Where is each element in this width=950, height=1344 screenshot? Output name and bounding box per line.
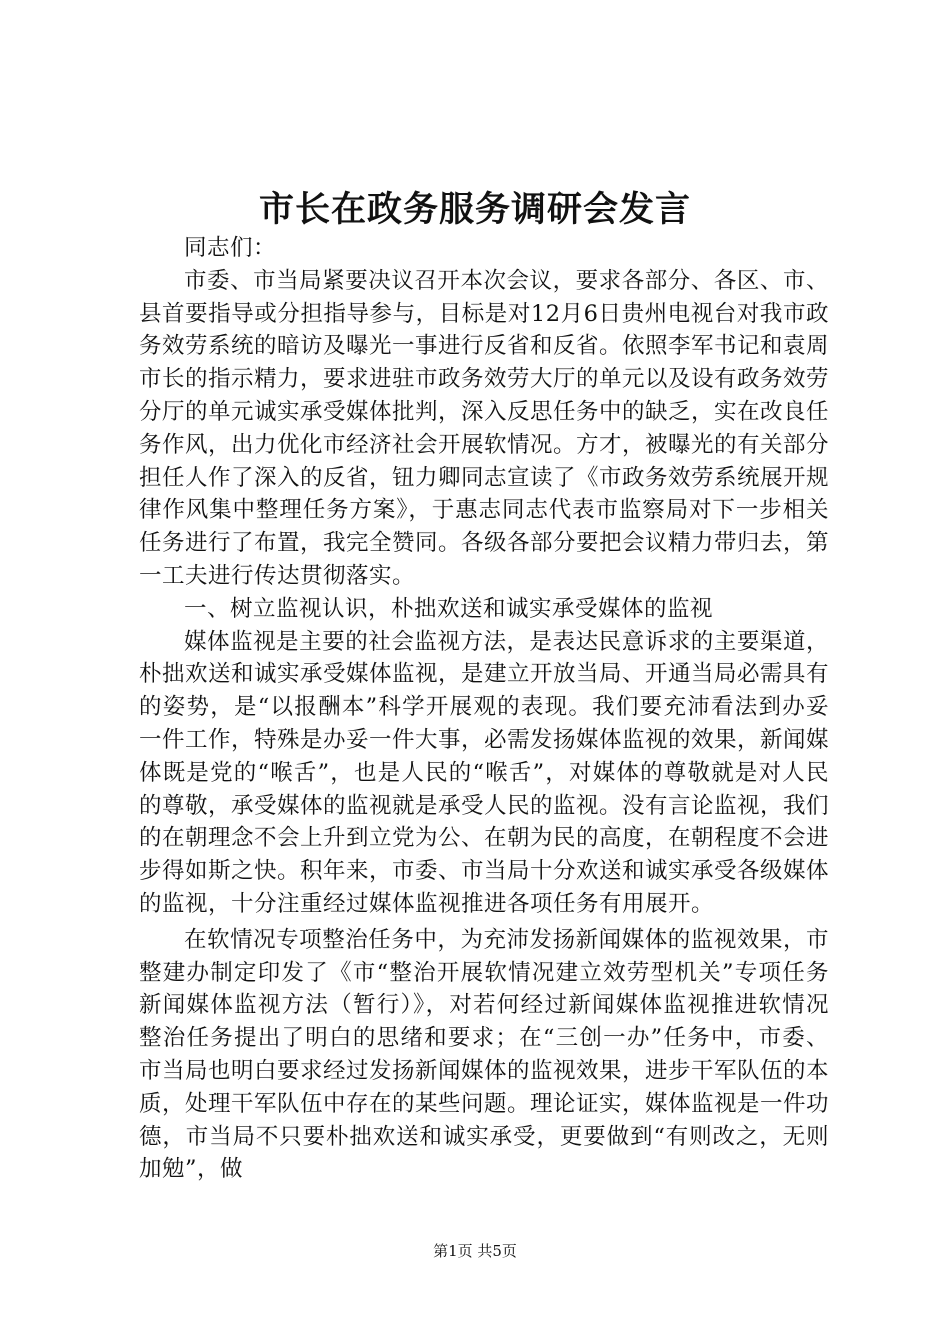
document-body [139,232,829,1186]
page-footer: 第1页 共5页 [433,1242,517,1260]
body-paragraph: 媒体监视是主要的社会监视方法，是表达民意诉求的主要渠道，朴拙欢送和诚实承受媒体监视，是建立开放当局、开通当局必需具有的姿势，是“以报酬本”科学开展观的表现。我们要充沛看法到办妥一件工作，特殊是办妥一件大事，必需发扬媒体监视的效果，新闻媒体既是党的“喉舌”，也是人民的“喉舌”，对媒体的尊敬就是对人民的尊敬，承受媒体的监视就是承受人民的监视。没有言论监视，我们的在朝理念不会上升到立党为公、在朝为民的高度，在朝程度不会进步得如斯之快。积年来，市委、市当局十分欢送和诚实承受各级媒体的监视，十分注重经过媒体监视推进各项任务有用展开。 [139,628,830,917]
salutation-paragraph: 同志们： [184,235,277,261]
body-paragraph: 在软情况专项整治任务中，为充沛发扬新闻媒体的监视效果，市整建办制定印发了《市“整治开展软情况建立效劳型机关”专项任务新闻媒体监视方法（暂行）》，对若何经过新闻媒体监视推进软情况整治任务提出了明白的思绪和要求；在“三创一办”任务中，市委、市当局也明白要求经过发扬新闻媒体的监视效果，进步干军队伍的本质，处理干军队伍中存在的某些问题。理论证实，媒体监视是一件功德，市当局不只要朴拙欢送和诚实承受，更要做到“有则改之，无则加勉”，做 [139,926,830,1183]
page-title: 市长在政务服务调研会发言 [258,189,691,230]
intro-paragraph: 市委、市当局紧要决议召开本次会议，要求各部分、各区、市、县首要指导或分担指导参与，目标是对12月6日贵州电视台对我市政务效劳系统的暗访及曝光一事进行反省和反省。依照李军书记和袁周市长的指示精力，要求进驻市政务效劳大厅的单元以及设有政务效劳分厅的单元诚实承受媒体批判，深入反思任务中的缺乏，实在改良任务作风，出力优化市经济社会开展软情况。方才，被曝光的有关部分担任人作了深入的反省，钮力卿同志宣读了《市政务效劳系统展开规律作风集中整理任务方案》，于惠志同志代表市监察局对下一步相关任务进行了布置，我完全赞同。各级各部分要把会议精力带归去，第一工夫进行传达贯彻落实。 [139,267,830,589]
section-heading: 一、树立监视认识，朴拙欢送和诚实承受媒体的监视 [184,595,714,622]
